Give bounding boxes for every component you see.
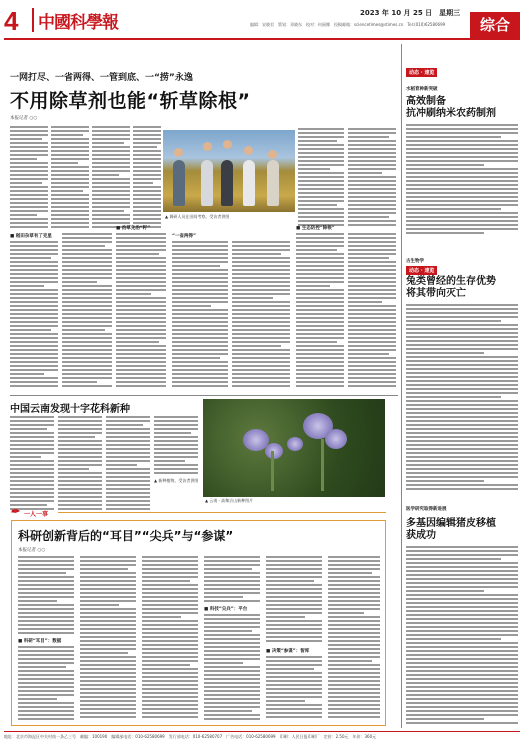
feature-column-4b xyxy=(204,614,260,722)
sidebar-kicker-3: 医学研究取得新进展 xyxy=(406,507,447,512)
feature-tag: 一人一事 xyxy=(24,511,49,518)
sidebar-body-1 xyxy=(406,124,518,236)
lead-column-9 xyxy=(116,233,166,389)
sidebar-body-3 xyxy=(406,546,518,726)
sidebar-title-3: 多基因编辑猪皮移植 获成功 xyxy=(406,518,496,541)
second-column-4 xyxy=(154,416,198,476)
lead-column-13 xyxy=(348,233,396,389)
lead-column-2 xyxy=(51,126,89,230)
lead-column-7 xyxy=(10,241,58,389)
sidebar-tag-2: 动态 · 速览 xyxy=(406,266,437,275)
second-column-2 xyxy=(58,416,102,510)
section-label: 综合 xyxy=(470,12,520,38)
lead-column-12 xyxy=(296,233,344,389)
header-rule xyxy=(4,38,520,40)
feature-tag-rule xyxy=(58,512,386,513)
feature-headline: 科研创新背后的“耳目”“尖兵”与“参谋” xyxy=(18,529,234,543)
field-photo xyxy=(163,130,295,212)
lead-subhead-3: “一省两得” xyxy=(172,234,196,239)
lead-column-11 xyxy=(232,241,290,389)
feature-column-3 xyxy=(142,556,198,722)
feature-column-2 xyxy=(80,556,136,722)
header-contact: 编辑：宋晓君 策划：邓晓东 校对：何丽娜 投稿邮箱：sciencetimes@stimes.cn Tel:(010)62580699 xyxy=(250,22,446,27)
second-photo-caption: ▲ 云南 · 高黎贡山新种图片 xyxy=(205,498,254,503)
lead-kicker: 一网打尽、一省两得、一管到底、一“捞”永逸 xyxy=(10,73,193,83)
lead-column-1 xyxy=(10,126,48,230)
lead-subhead-1: ■ 稻田杂草有了克星 xyxy=(10,234,52,239)
sidebar-kicker-2: 古生物学 xyxy=(406,259,424,264)
lead-column-5 xyxy=(298,128,344,230)
lead-column-6 xyxy=(348,128,396,230)
feature-subhead-3: ■ 决策“参谋”：智库 xyxy=(266,649,310,654)
sidebar-tag-1: 动态 · 速览 xyxy=(406,68,437,77)
second-headline: 中国云南发现十字花科新种 xyxy=(10,404,130,415)
issue-date: 2023 年 10 月 25 日 星期三 xyxy=(360,9,461,17)
section-divider xyxy=(10,395,398,396)
footer: 地址：北京市海淀区中关村南一条乙三号 邮编：100190 编辑部电话：010-62580699 发行部电话：010-62580707 广告电话：010-62580699 印刷：人民日报印刷厂 定价：2.50元 年价：360元 xyxy=(4,731,520,742)
lead-column-10 xyxy=(172,241,228,389)
species-photo xyxy=(203,399,385,497)
sidebar-kicker-1: 水稻育种新突破 xyxy=(406,87,438,92)
lead-column-4 xyxy=(133,126,161,230)
second-caption: ▲ 新种植物。受访者供图 xyxy=(154,478,199,483)
sidebar-title-1: 高效制备 抗冲刷纳米农药制剂 xyxy=(406,96,496,119)
sidebar-rule xyxy=(401,44,402,728)
page-number: 4 xyxy=(4,6,19,36)
feature-column-5a xyxy=(266,556,322,646)
feature-column-4a xyxy=(204,556,260,604)
feature-column-1b xyxy=(18,646,74,722)
lead-column-8 xyxy=(62,233,112,389)
lead-headline: 不用除草剂也能“斩草除根” xyxy=(10,90,251,112)
feature-byline: 本报记者 ○○ xyxy=(18,548,46,553)
lead-subhead-2: ■ 治草先治“籽” xyxy=(116,226,151,231)
newspaper-logo: 中國科學報 xyxy=(38,13,118,33)
header-divider xyxy=(32,8,34,32)
feature-subhead-2: ■ 科技“尖兵”：平台 xyxy=(204,607,248,612)
photo-caption: ▲ 调研人员在田间考察。受访者供图 xyxy=(165,214,230,219)
feature-column-6 xyxy=(328,556,380,722)
second-column-1 xyxy=(10,416,54,510)
second-column-3 xyxy=(106,416,150,510)
feature-tag-mark: ✒ xyxy=(10,505,20,518)
sidebar-body-2 xyxy=(406,304,518,494)
feature-column-1 xyxy=(18,556,74,636)
feature-column-5b xyxy=(266,656,322,722)
lead-subhead-4: ■ 生态防控“除根” xyxy=(296,226,335,231)
sidebar-title-2: 兔类曾经的生存优势 将其带向灭亡 xyxy=(406,276,496,299)
lead-column-3 xyxy=(92,126,130,230)
feature-subhead-1: ■ 科研“耳目”：数据 xyxy=(18,639,62,644)
lead-byline: 本报记者 ○○ xyxy=(10,116,38,121)
